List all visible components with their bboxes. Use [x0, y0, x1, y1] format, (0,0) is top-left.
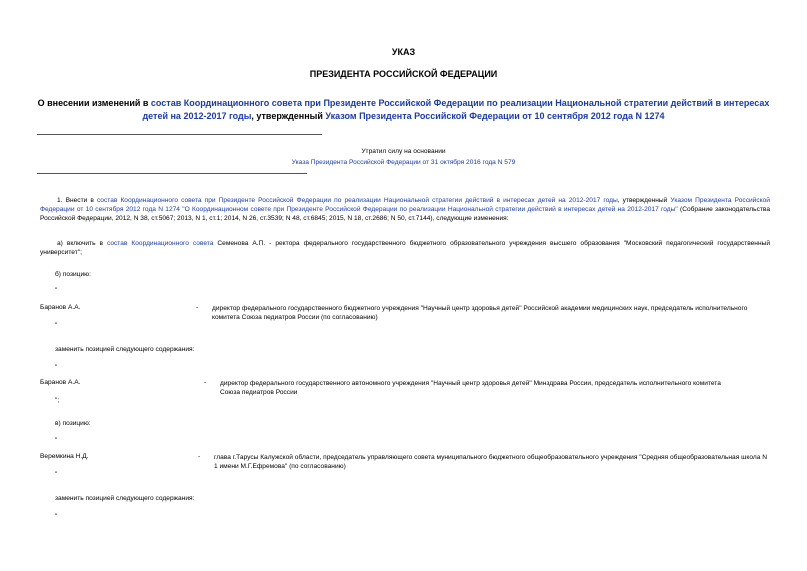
p1-text-3: (Собрание законодательства Российской Федерации, 2012, N 38, ст.5067; 2013, N 1, ст.1; 2014, N 26, ст.3539; N 48, ст.6845; 2015, N 18, ст.2686; N 50, ст.7144), следующие изменения: [40, 206, 770, 223]
divider-top [37, 134, 322, 135]
decree-issuer: ПРЕЗИДЕНТА РОССИЙСКОЙ ФЕДЕРАЦИИ [309, 69, 498, 79]
entry-3-name: Веремкина Н.Д. [40, 453, 89, 460]
p1-text-2: , утвержденный [617, 197, 671, 204]
item-b: б) позицию: [55, 271, 91, 278]
title-text-2: , утвержденный [251, 111, 326, 121]
quote-open-4: " [55, 513, 58, 520]
quote-open-2: " [55, 364, 58, 371]
p1-text-1: 1. Внести в [57, 197, 97, 204]
entry-1-desc: директор федерального государственного бюджетного учреждения "Научный центр здоровья детей" Российской академии медицинских наук, председатель исполнительного комитета Союза педиатров России (по согласованию) [212, 305, 748, 321]
p1-council-link[interactable]: состав Координационного совета при Президенте Российской Федерации по реализации Национальной стратегии действий в интересах детей на 2012-2017 годы [96, 197, 618, 204]
entry-1-dash: - [196, 304, 199, 311]
quote-close-semi-2: "; [55, 397, 60, 404]
quote-close-3: " [55, 471, 58, 478]
quote-close-1: " [55, 322, 58, 329]
entry-2-name: Баранов А.А. [40, 379, 81, 386]
item-a-council-link[interactable]: состав Координационного совета [106, 240, 214, 247]
entry-3-desc: глава г.Тарусы Калужской области, председатель управляющего совета муниципального бюджетного общеобразовательного учреждения "Средняя общеобразовательная школа N 1 имени М.Г.Ефремова" (по согласованию) [214, 454, 767, 470]
entry-2-dash: - [204, 379, 207, 386]
entry-3-dash: - [198, 453, 201, 460]
status-note: Утратил силу на основании [361, 148, 446, 155]
item-a [40, 239, 770, 257]
repeal-decree-link[interactable]: Указа Президента Российской Федерации от 31 октября 2016 года N 579 [291, 159, 516, 166]
replace-label-1: заменить позицией следующего содержания: [55, 346, 195, 353]
decree-1274-link[interactable]: Указом Президента Российской Федерации от 10 сентября 2012 года N 1274 [325, 111, 665, 121]
quote-open-3: " [55, 437, 58, 444]
entry-2-desc: директор федерального государственного автономного учреждения "Научный центр здоровья детей" Минздрава России, председатель исполнительного комитета Союза педиатров России [220, 380, 721, 396]
replace-label-2: заменить позицией следующего содержания: [55, 495, 195, 502]
item-a-text-1: а) включить в [57, 240, 107, 247]
entry-1-name: Баранов А.А. [40, 304, 81, 311]
divider-bottom [37, 173, 307, 174]
title-text-1: О внесении изменений в [37, 98, 151, 108]
p1-decree-link[interactable]: Указом Президента Российской Федерации от 10 сентября 2012 года N 1274 "О Координационном совете при Президенте Российской Федерации по реализации Национальной стратегии действий в интересах детей на 2012-2017 годы" [40, 197, 770, 214]
item-a-text-2: Семенова А.П. - ректора федерального государственного бюджетного образовательного учреждения высшего образования "Московский педагогический государственный университет"; [40, 240, 771, 257]
decree-heading: УКАЗ [391, 47, 416, 57]
item-v: в) позицию: [55, 420, 91, 427]
document-title [30, 97, 777, 123]
paragraph-1 [40, 196, 770, 224]
council-composition-link[interactable]: состав Координационного совета при Президенте Российской Федерации по реализации Национальной стратегии действий в интересах детей на 2012-2017 годы [142, 98, 770, 121]
quote-open-1: " [55, 287, 58, 294]
